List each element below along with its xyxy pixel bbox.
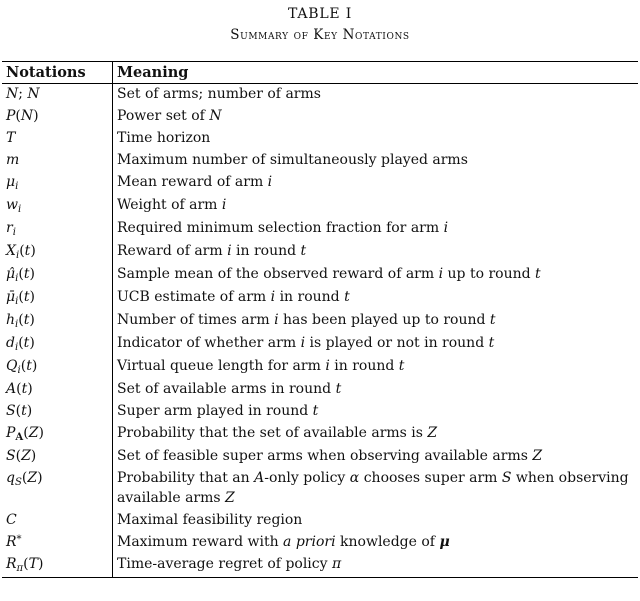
notation-cell: $\mu_i$ — [2, 172, 113, 195]
table-row — [2, 554, 638, 578]
meaning-cell: Reward of arm i in round t — [117, 242, 307, 259]
notation-cell: N; N — [2, 84, 113, 106]
notation-cell: P(N) — [2, 106, 113, 128]
meaning-cell: Indicator of whether arm i is played or not in round t — [117, 335, 495, 352]
meaning-cell: Set of available arms in round t — [117, 381, 342, 398]
table-row — [2, 468, 638, 510]
table-number: TABLE I — [287, 6, 353, 22]
notation-cell: $X_i(t)$ — [2, 241, 113, 264]
notation-cell: $P_A(Z)$ — [2, 423, 113, 446]
meaning-cell: Maximum reward with a priori knowledge of μ — [117, 533, 450, 550]
meaning-cell: Sample mean of the observed reward of arm i up to round t — [117, 265, 541, 282]
table-row — [2, 356, 638, 379]
notation-cell: $R_\pi(T)$ — [2, 554, 113, 578]
meaning-cell: Required minimum selection fraction for arm i — [117, 219, 449, 236]
meaning-cell: Time horizon — [117, 129, 211, 146]
header-meaning: Meaning — [117, 64, 189, 81]
notation-cell: $d_i(t)$ — [2, 333, 113, 356]
table-body — [2, 84, 638, 578]
notation-cell: $r_i$ — [2, 218, 113, 241]
notation-cell: R* — [2, 532, 113, 554]
table-row — [2, 84, 638, 106]
notation-cell: $h_i(t)$ — [2, 310, 113, 333]
meaning-cell: UCB estimate of arm i in round t — [117, 289, 350, 306]
table-row — [2, 401, 638, 423]
notations-table — [2, 61, 638, 578]
table-row — [2, 310, 638, 333]
table-row — [2, 195, 638, 218]
notation-cell: m — [2, 150, 113, 172]
table-row — [2, 333, 638, 356]
header-row — [2, 62, 638, 84]
meaning-cell: Virtual queue length for arm i in round t — [117, 358, 405, 375]
notation-cell: $\mû_i(t)$ — [2, 264, 113, 287]
meaning-cell: Maximal feasibility region — [117, 511, 303, 528]
table-row — [2, 532, 638, 554]
table-row — [2, 150, 638, 172]
table-row — [2, 264, 638, 287]
table-row — [2, 172, 638, 195]
notation-cell: $w_i$ — [2, 195, 113, 218]
table-row — [2, 510, 638, 532]
notation-cell: C — [2, 510, 113, 532]
meaning-cell: Mean reward of arm i — [117, 173, 273, 190]
meaning-cell: Number of times arm i has been played up to round t — [117, 312, 496, 329]
notation-cell: $Q_i(t)$ — [2, 356, 113, 379]
notation-cell: $q_S(Z)$ — [2, 468, 113, 510]
notation-cell: $\mū_i(t)$ — [2, 287, 113, 310]
meaning-cell: Power set of N — [117, 107, 222, 124]
notation-cell: T — [2, 128, 113, 150]
table-row — [2, 241, 638, 264]
table-row — [2, 218, 638, 241]
table-header — [2, 62, 638, 84]
table-row — [2, 423, 638, 446]
table-row — [2, 106, 638, 128]
meaning-cell: Probability that an A-only policy α chooses super arm S when observing available arms Z — [117, 470, 629, 507]
meaning-cell: Maximum number of simultaneously played arms — [117, 151, 468, 168]
meaning-cell: Probability that the set of available arms is Z — [117, 425, 438, 442]
meaning-cell: Super arm played in round t — [117, 403, 319, 420]
table-caption — [0, 6, 640, 43]
meaning-cell: Set of feasible super arms when observing available arms Z — [117, 448, 543, 465]
table-row — [2, 287, 638, 310]
notation-cell: S(Z) — [2, 446, 113, 468]
notation-cell: S(t) — [2, 401, 113, 423]
table-row — [2, 379, 638, 401]
header-notations: Notations — [2, 62, 113, 84]
meaning-cell: Set of arms; number of arms — [117, 86, 321, 102]
notation-cell: A(t) — [2, 379, 113, 401]
meaning-cell: Time-average regret of policy π — [117, 555, 342, 572]
table-row — [2, 446, 638, 468]
meaning-cell: Weight of arm i — [117, 196, 227, 213]
table-row — [2, 128, 638, 150]
table-title: Summary of Key Notations — [230, 27, 410, 43]
